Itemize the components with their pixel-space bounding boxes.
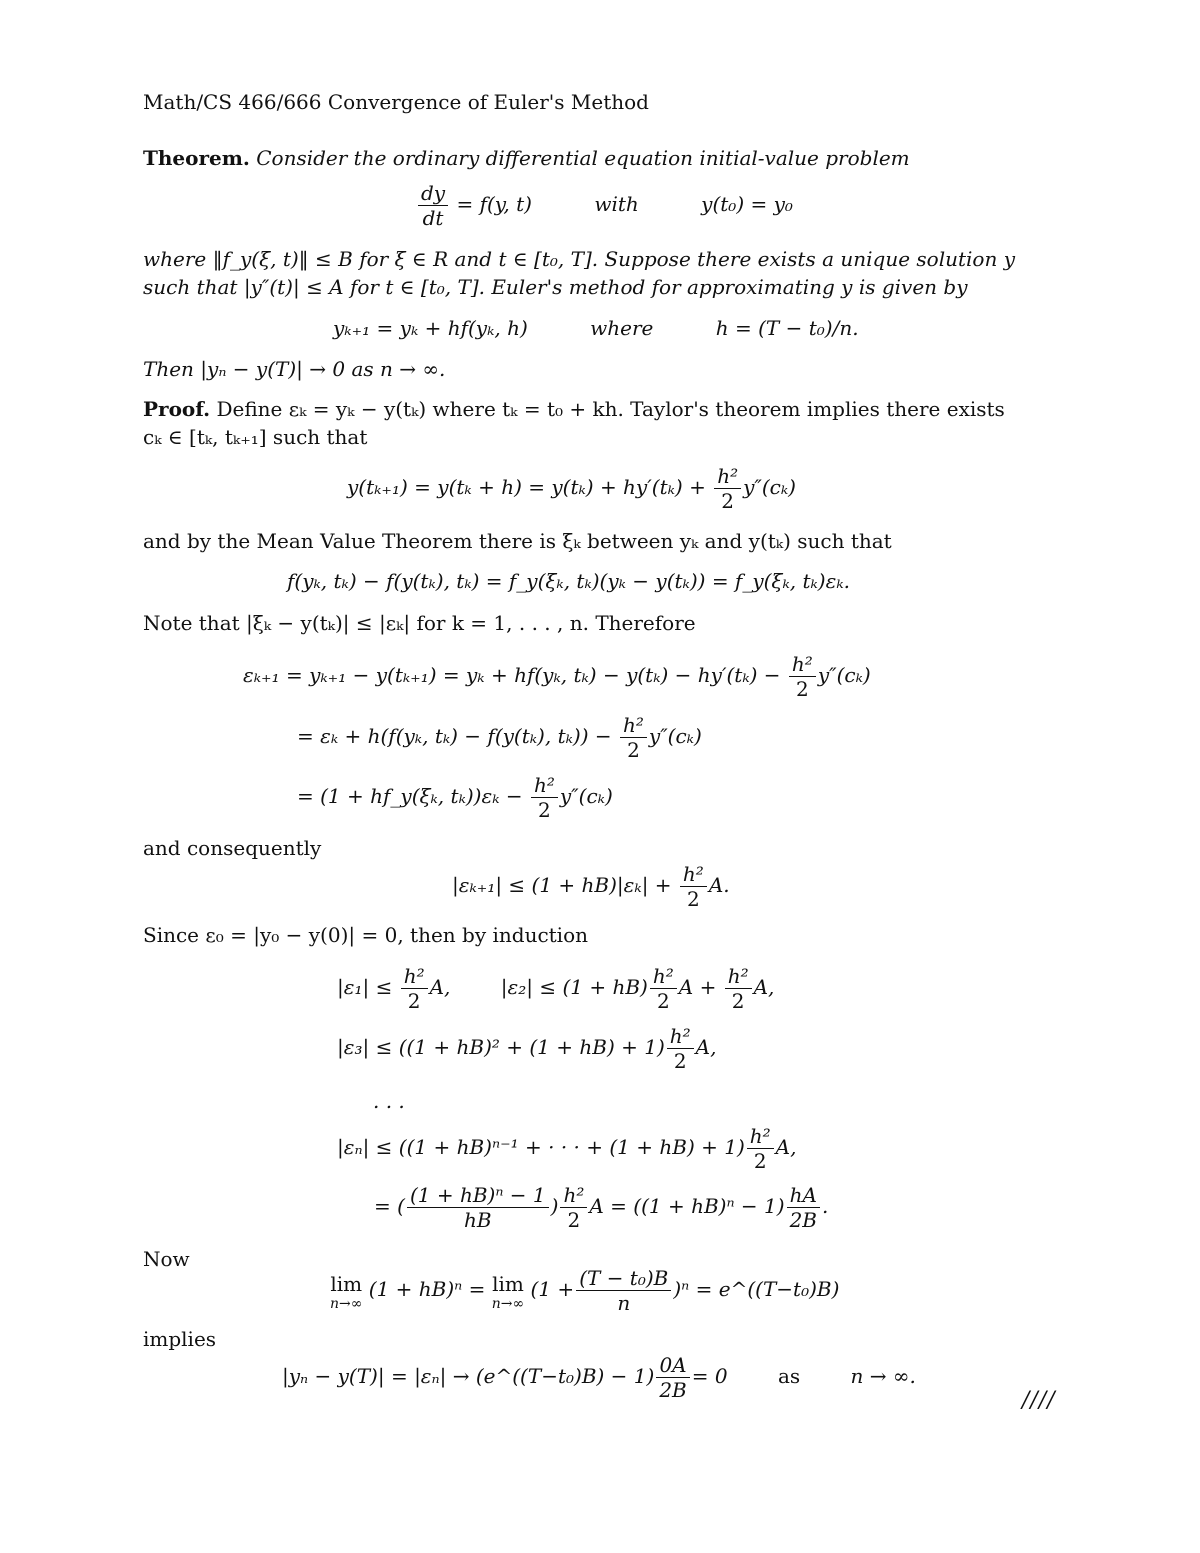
proof-label: Proof. [143,397,211,421]
mvt-equation: f(yₖ, tₖ) − f(y(tₖ), tₖ) = f_y(ξₖ, tₖ)(yₖ − y(tₖ)) = f_y(ξₖ, tₖ)εₖ. [287,569,850,593]
induction-line-n: |εₙ| ≤ ((1 + hB)ⁿ⁻¹ + · · · + (1 + hB) + 1) $\frac{\text{h²}}{2}$ A, [337,1124,797,1173]
error-recursion-line3: = (1 + hf_y(ξₖ, tₖ))εₖ − $\frac{\text{h²}}{2}$ y″(cₖ) [297,773,613,822]
error-bound-equation: |εₖ₊₁| ≤ (1 + hB)|εₖ| + $\frac{\text{h²}}{2}$ A. [452,862,730,911]
consequently-text: and consequently [143,836,322,860]
error-recursion-line2: = εₖ + h(f(yₖ, tₖ) − f(y(tₖ), tₖ)) − $\frac{\text{h²}}{2}$ y″(cₖ) [297,713,702,762]
implies-text: implies [143,1327,217,1351]
limit-equation: lim n→∞ (1 + hB)ⁿ = lim n→∞ (1 + $\frac{\text{(T − t₀)B}}{n}$ )ⁿ = e^((T−t₀)B) [330,1266,840,1315]
qed-mark: //// [1022,1388,1056,1413]
ode-equation: $\frac{dy}{dt}$ = f(y, t) with y(t₀) = y₀ [416,181,793,230]
theorem-intro [143,145,910,171]
induction-line2: |ε₃| ≤ ((1 + hB)² + (1 + hB) + 1) $\frac{\text{h²}}{2}$ A, [337,1024,717,1073]
theorem-line3: such that |y″(t)| ≤ A for t ∈ [t₀, T]. Euler's method for approximating y is given by [143,275,968,299]
page-title: Math/CS 466/666 Convergence of Euler's Method [143,90,649,114]
since-text: Since ε₀ = |y₀ − y(0)| = 0, then by induction [143,923,588,947]
geometric-sum-equation: = ( $\frac{\text{(1 + hB)ⁿ − 1}}{hB}$ ) $\frac{\text{h²}}{2}$ A = ((1 + hB)ⁿ − 1) $\frac{hA}{2B}$ . [374,1183,829,1232]
proof-intro: Proof. Define εₖ = yₖ − y(tₖ) where tₖ = t₀ + kh. Taylor's theorem implies there exists [143,397,1005,421]
proof-line2: cₖ ∈ [tₖ, tₖ₊₁] such that [143,425,368,449]
dy-dt-fraction: $\frac{dy}{dt}$ [418,181,448,230]
now-text: Now [143,1247,190,1271]
mvt-text: and by the Mean Value Theorem there is ξₖ between yₖ and y(tₖ) such that [143,529,892,553]
theorem-line2: where ‖f_y(ξ, t)‖ ≤ B for ξ ∈ R and t ∈ [t₀, T]. Suppose there exists a unique solution y [143,247,1015,271]
note-text: Note that |ξₖ − y(tₖ)| ≤ |εₖ| for k = 1, . . . , n. Therefore [143,611,696,635]
theorem-label: Theorem. [143,146,250,170]
theorem-statement: Consider the ordinary differential equation initial-value problem [256,146,910,170]
taylor-equation: y(tₖ₊₁) = y(tₖ + h) = y(tₖ) + hy′(tₖ) + $\frac{\text{h²}}{2}$ y″(cₖ) [347,464,796,513]
theorem-conclusion: Then |yₙ − y(T)| → 0 as n → ∞. [143,357,446,381]
induction-ellipsis: . . . [373,1089,405,1113]
final-limit-equation: |yₙ − y(T)| = |εₙ| → (e^((T−t₀)B) − 1) $\frac{0A}{2B}$ = 0 as n → ∞. [282,1353,916,1402]
error-recursion-line1: εₖ₊₁ = yₖ₊₁ − y(tₖ₊₁) = yₖ + hf(yₖ, tₖ) − y(tₖ) − hy′(tₖ) − $\frac{\text{h²}}{2}$ y″(cₖ) [243,652,871,701]
euler-method-equation: yₖ₊₁ = yₖ + hf(yₖ, h) where h = (T − t₀)/n. [333,316,859,340]
induction-line1: |ε₁| ≤ $\frac{\text{h²}}{2}$ A, |ε₂| ≤ (1 + hB) $\frac{\text{h²}}{2}$ A + $\frac{\text{h²}}{2}$ A, [337,964,775,1013]
